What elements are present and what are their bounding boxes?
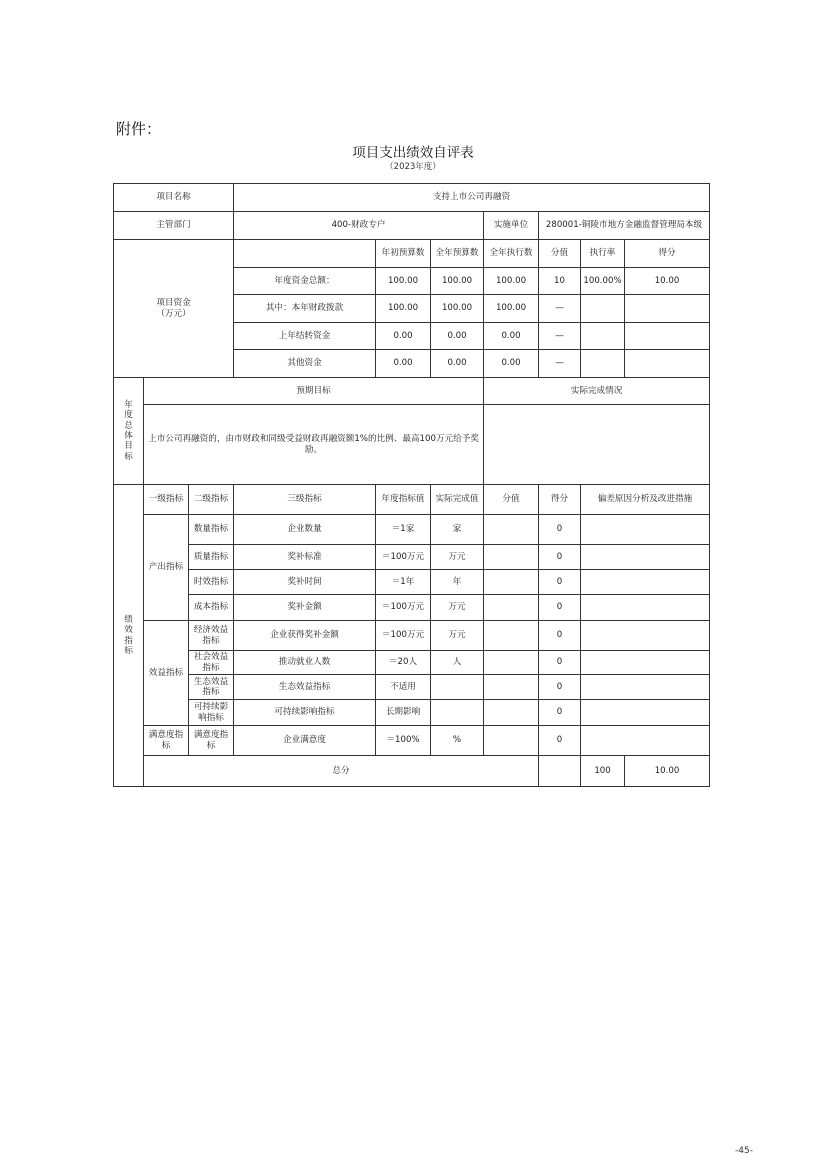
- perf-level2: 生态效益指标: [189, 675, 234, 700]
- perf-level3: 生态效益指标: [234, 675, 376, 700]
- funds-cell: [625, 295, 710, 323]
- perf-target: ＝100万元: [376, 545, 431, 570]
- perf-level2: 质量指标: [189, 545, 234, 570]
- funds-cell: 100.00: [484, 268, 539, 295]
- perf-score: [484, 651, 539, 675]
- perf-level2: 社会效益指标: [189, 651, 234, 675]
- perf-note: [581, 621, 710, 651]
- perf-level2: 满意度指标: [189, 726, 234, 756]
- perf-target: ＝1年: [376, 570, 431, 595]
- funds-cell: 100.00: [376, 295, 431, 323]
- perf-level3: 可持续影响指标: [234, 700, 376, 726]
- perf-header: 分值: [484, 485, 539, 515]
- perf-got: 0: [539, 700, 581, 726]
- funds-cell: [625, 323, 710, 350]
- department-value: 400-财政专户: [234, 212, 484, 240]
- funds-header: 全年预算数: [431, 240, 484, 268]
- expected-goal-header: 预期目标: [144, 378, 484, 405]
- perf-row: [114, 515, 710, 545]
- perf-level2: 成本指标: [189, 595, 234, 621]
- project-name-label: 项目名称: [114, 184, 234, 212]
- document-year: （2023年度）: [385, 162, 441, 172]
- level1-satisfaction: 满意度指标: [144, 726, 189, 756]
- perf-actual: 人: [431, 651, 484, 675]
- perf-header: 二级指标: [189, 485, 234, 515]
- funds-cell: 0.00: [376, 350, 431, 378]
- funds-header-row: [114, 240, 710, 268]
- funds-row-label: 其他资金: [234, 350, 376, 378]
- department-row: [114, 212, 710, 240]
- perf-row: [114, 570, 710, 595]
- actual-completion-header: 实际完成情况: [484, 378, 710, 405]
- funds-cell: [625, 350, 710, 378]
- perf-header: 三级指标: [234, 485, 376, 515]
- funds-cell: [581, 323, 625, 350]
- perf-got: 0: [539, 595, 581, 621]
- funds-row-label: 上年结转资金: [234, 323, 376, 350]
- perf-actual: 家: [431, 515, 484, 545]
- perf-row: [114, 595, 710, 621]
- funds-cell: 100.00: [431, 295, 484, 323]
- perf-row: [114, 726, 710, 756]
- funds-cell: 10: [539, 268, 581, 295]
- total-blank: [539, 756, 581, 787]
- perf-row: [114, 651, 710, 675]
- perf-note: [581, 726, 710, 756]
- perf-note: [581, 570, 710, 595]
- funds-header: 执行率: [581, 240, 625, 268]
- department-label: 主管部门: [114, 212, 234, 240]
- funds-cell: 100.00: [484, 295, 539, 323]
- perf-score: [484, 545, 539, 570]
- perf-target: ＝100万元: [376, 595, 431, 621]
- goals-content-row: [114, 405, 710, 485]
- perf-actual: [431, 675, 484, 700]
- funds-cell: 0.00: [431, 323, 484, 350]
- perf-level2: 数量指标: [189, 515, 234, 545]
- total-score: 100: [581, 756, 625, 787]
- evaluation-table: [113, 183, 710, 787]
- perf-note: [581, 651, 710, 675]
- perf-note: [581, 545, 710, 570]
- page-number: -45-: [735, 1146, 753, 1156]
- perf-got: 0: [539, 545, 581, 570]
- funds-cell: —: [539, 323, 581, 350]
- perf-header: 年度指标值: [376, 485, 431, 515]
- perf-actual: 万元: [431, 545, 484, 570]
- perf-header: 实际完成值: [431, 485, 484, 515]
- funds-cell: [581, 350, 625, 378]
- total-got: 10.00: [625, 756, 710, 787]
- funds-cell: [581, 295, 625, 323]
- perf-actual: 万元: [431, 595, 484, 621]
- implementing-unit-label: 实施单位: [484, 212, 539, 240]
- perf-note: [581, 595, 710, 621]
- perf-target: ＝100%: [376, 726, 431, 756]
- funds-cell: 0.00: [484, 350, 539, 378]
- perf-actual: %: [431, 726, 484, 756]
- funds-cell: —: [539, 350, 581, 378]
- total-row: [114, 756, 710, 787]
- funds-header: 分值: [539, 240, 581, 268]
- perf-row: [114, 621, 710, 651]
- perf-level2: 可持续影响指标: [189, 700, 234, 726]
- actual-completion-text: [484, 405, 710, 485]
- perf-level2: 时效指标: [189, 570, 234, 595]
- perf-note: [581, 700, 710, 726]
- funds-row-label: 年度资金总额：: [234, 268, 376, 295]
- perf-target: ＝1家: [376, 515, 431, 545]
- funds-cell: 0.00: [431, 350, 484, 378]
- perf-target: 不适用: [376, 675, 431, 700]
- performance-side-text: 绩效指标: [124, 614, 133, 656]
- perf-actual: 万元: [431, 621, 484, 651]
- perf-score: [484, 570, 539, 595]
- funds-header: 年初预算数: [376, 240, 431, 268]
- perf-level3: 企业数量: [234, 515, 376, 545]
- perf-got: 0: [539, 651, 581, 675]
- perf-level2: 经济效益指标: [189, 621, 234, 651]
- funds-cell: 100.00: [376, 268, 431, 295]
- funds-header: 得分: [625, 240, 710, 268]
- funds-header-blank: [234, 240, 376, 268]
- funds-label-text: 项目资金 （万元）: [156, 298, 191, 319]
- perf-row: [114, 545, 710, 570]
- annual-goal-side-label: [114, 378, 144, 485]
- funds-row-label: 其中：本年财政拨款: [234, 295, 376, 323]
- document-title: 项目支出绩效自评表: [352, 145, 474, 161]
- perf-score: [484, 726, 539, 756]
- perf-row: [114, 700, 710, 726]
- funds-cell: 100.00: [431, 268, 484, 295]
- perf-got: 0: [539, 570, 581, 595]
- perf-actual: [431, 700, 484, 726]
- annual-goal-side-text: 年度总体目标: [124, 400, 133, 462]
- funds-cell: —: [539, 295, 581, 323]
- perf-score: [484, 595, 539, 621]
- perf-note: [581, 675, 710, 700]
- perf-got: 0: [539, 515, 581, 545]
- perf-level3: 企业获得奖补金额: [234, 621, 376, 651]
- perf-level3: 推动就业人数: [234, 651, 376, 675]
- perf-score: [484, 675, 539, 700]
- implementing-unit-value: 280001-铜陵市地方金融监督管理局本级: [539, 212, 710, 240]
- perf-note: [581, 515, 710, 545]
- perf-got: 0: [539, 675, 581, 700]
- perf-row: [114, 675, 710, 700]
- funds-cell: 0.00: [484, 323, 539, 350]
- funds-label: [114, 240, 234, 378]
- level1-benefit: 效益指标: [144, 621, 189, 726]
- total-label: 总分: [144, 756, 539, 787]
- perf-level3: 奖补时间: [234, 570, 376, 595]
- perf-score: [484, 700, 539, 726]
- perf-header: 一级指标: [144, 485, 189, 515]
- funds-cell: 0.00: [376, 323, 431, 350]
- perf-score: [484, 515, 539, 545]
- funds-cell: 10.00: [625, 268, 710, 295]
- perf-header: 偏差原因分析及改进措施: [581, 485, 710, 515]
- attachment-label: 附件：: [116, 120, 162, 138]
- perf-target: ＝100万元: [376, 621, 431, 651]
- perf-header: 得分: [539, 485, 581, 515]
- project-name-value: 支持上市公司再融资: [234, 184, 710, 212]
- perf-got: 0: [539, 726, 581, 756]
- perf-score: [484, 621, 539, 651]
- level1-output: 产出指标: [144, 515, 189, 621]
- goals-header-row: [114, 378, 710, 405]
- perf-level3: 奖补金额: [234, 595, 376, 621]
- perf-target: ＝20人: [376, 651, 431, 675]
- perf-target: 长期影响: [376, 700, 431, 726]
- funds-cell: 100.00%: [581, 268, 625, 295]
- expected-goal-text: 上市公司再融资的，由市财政和同级受益财政再融资额1%的比例、最高100万元给予奖励。: [144, 405, 484, 485]
- perf-got: 0: [539, 621, 581, 651]
- project-name-row: [114, 184, 710, 212]
- perf-level3: 奖补标准: [234, 545, 376, 570]
- perf-actual: 年: [431, 570, 484, 595]
- funds-header: 全年执行数: [484, 240, 539, 268]
- perf-level3: 企业满意度: [234, 726, 376, 756]
- performance-header-row: [114, 485, 710, 515]
- performance-side-label: [114, 485, 144, 787]
